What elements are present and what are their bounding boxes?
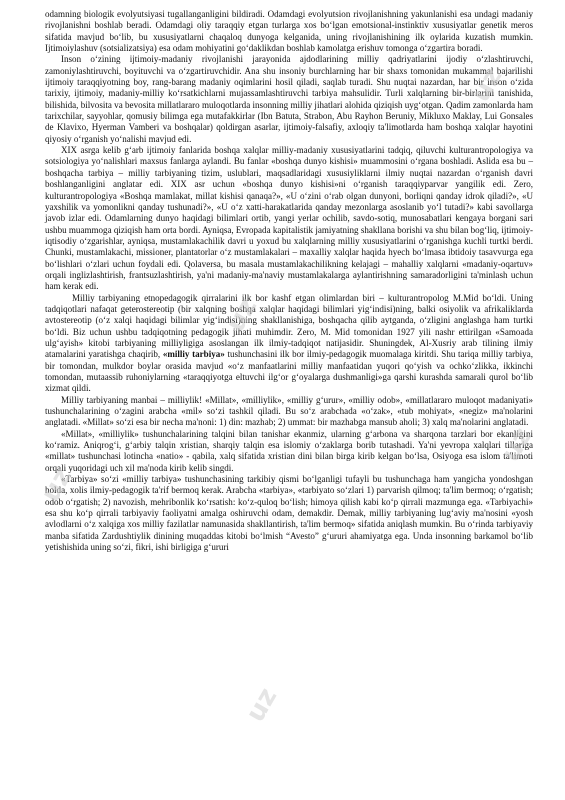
watermark: uz bbox=[240, 682, 284, 728]
paragraph-5: Milliy tarbiyaning manbai – milliylik! «Millat», «milliylik», «milliy g‘urur», «milliy odob», «millatlararo muloqot madaniyati» tushunchalarining o‘zagini arabcha «mil» so‘zi tashkil qiladi. Bu so‘z arabchada «o‘zak», «tub mohiyat», «negiz» ma'nolarini anglatadi. «Millat» so‘zi esa bir necha ma'noni: 1) din: mazhab; 2) ummat: bir mazhabga mansub aholi; 3) xalq ma'nolarini anglatadi. bbox=[45, 394, 533, 428]
paragraph-4-text-after: tushunchasini ilk bor ilmiy-pedagogik muomalaga kiritdi. Shu tariqa milliy tarbiya, bir tomondan, mulkdor boylar orasida mavjud «o‘z manfaatlarini milliy manfaatidan yuqori qo‘yish va ochko‘zlikka, ikkinchi tomondan, mutaassib ruhoniylarning «taraqqiyotga eltuvchi ilg‘or g‘oyalarga dushmanligi»ga qarshi kurashda samarali qurol bo‘lib xizmat qildi. bbox=[45, 349, 533, 394]
watermark: uz bbox=[495, 422, 539, 468]
paragraph-6: «Millat», «milliylik» tushunchalarining talqini bilan tanishar ekanmiz, ularning g‘arbona va sharqona tarzlari bor ekanligini ko‘ramiz. Aniqrog‘i, g‘arbiy talqin xristian, sharqiy talqin esa islomiy o‘zaklarga borib tutashadi. Ya'ni yevropa xalqlari tillariga «millat» tushunchasi lotincha «natio» - qabila, xalq sifatida xristian dini bilan birga kirib kelgan bo‘lsa, Osiyoga esa islom ta'limoti orqali yuqoridagi uch xil ma'noda kirib kelib singdi. bbox=[45, 428, 533, 473]
paragraph-3: XIX asrga kelib g‘arb ijtimoiy fanlarida boshqa xalqlar milliy-madaniy xususiyatlarini tadqiq, qiluvchi kulturantropologiya va sotsiologiya yo‘nalishlari maxsus fanlarga aylandi. Bu fanlar «boshqa dunyo kishisi» muammosini o‘rgana boshladi. Aslida esa bu – boshqacha tarbiya – milliy tarbiyaning tizim, uslublari, maqsadlaridagi xususiyliklarni ilmiy nuqtai nazardan o‘rganish davri boshlanganligini anglatar edi. XIX asr uchun «boshqa dunyo kishisi»ni o‘rganish taraqqiyparvar yangilik edi. Zero, kulturantropologiya «Boshqa mamlakat, millat kishisi qanaqa?», «U o‘zini o‘rab olgan dunyoni, borliqni qanday idrok qiladi?», «U yaxshilik va yomonlikni qanday tushunadi?», «U o‘z xatti-harakatlarida qanday mezonlarga asoslanib yo‘l tutadi?» kabi savollarga javob izlar edi. Odamlarning dunyo haqidagi bilimlari ortib, yangi yerlar ochilib, savdo-sotiq, munosabatlari kengaya borgani sari ushbu muammoga qiziqish ham orta bordi. Ayniqsa, Evropada kapitalistik jamiyatning shakllana borishi va shu bilan bog‘liq, ijtimoiy-iqtisodiy o‘zgarishlar, ayniqsa, mustamlakachilik davri u yoxud bu xalqlarning milliy xususiyatlarini o‘rganishga kuchli turtki berdi. Chunki, mustamlakachi, missioner, plantatorlar o‘z mustamlakalari – maxalliy xalqlar haqida hyech bo‘lmasa ibtidoiy tasavvurga ega bo‘lishlari o‘zlari uchun foydali edi. Qolaversa, bu masala mustamlakachilikning kelajagi – mahalliy xalqlarni «madaniy-oqartuv» orqali inglizlashtirish, frantsuzlashtirish, ya'ni madaniy-ma'naviy mustamlakalarga aylantirishning samaradorligini ta'minlash uchun ham kerak edi. bbox=[45, 145, 533, 292]
bold-term-milliy-tarbiya: «milliy tarbiya» bbox=[162, 349, 225, 360]
paragraph-1: odamning biologik evolyutsiyasi tugallanganligini bildiradi. Odamdagi evolyutsion rivojlanishning yakunlanishi esa undagi madaniy rivojlanishni boshlab beradi. Odamdagi oliy taraqqiy etgan turlarga xos bo‘lgan emotsional-instinktiv xususiyatlar genetik meros sifatida mavjud bo‘lib, bu xususiyatlarni chaqaloq dunyoga kelganida, uning rivojlanishining ilk oylarida kuzatish mumkin. Ijtimoiylashuv (sotsializatsiya) esa odam mohiyatini go‘daklikdan boshlab kamolatga erishuv tomonga o‘zgartira boradi. bbox=[45, 9, 533, 54]
paragraph-2: Inson o‘zining ijtimoiy-madaniy rivojlanishi jarayonida ajdodlarining milliy qadriyatlarini ijodiy o‘zlashtiruvchi, zamoniylashtiruvchi, boyituvchi va o‘zgartiruvchidir. Ana shu insoniy burchlarning har bir shaxs tomonidan mukammal bajarilishi ijtimoiy taraqqiyotning boy, rang-barang madaniy oqimlarini hosil qiladi, saqlab turadi. Shu nuqtai nazardan, har bir inson o‘zida tarixiy, ijtimoiy, madaniy-milliy ko‘rsatkichlarni mujassamlashtiruvchi tarbiya mahsulidir. Turli xalqlarning bir-birlarini tanishida, bilishida, bilvosita va bevosita millatlararo muloqotlarda insonning milliy jihatlari alohida qiziqish uyg‘otgan. Qadim zamonlarda ham tarixchilar, sayyohlar, qomusiy bilimga ega mutafakkirlar (Ibn Batuta, Strabon, Abu Rayhon Beruniy, Mikluxo Maklay, Lui Gonsales de Klavixo, Hyerman Vamberi va boshqalar) qoldirgan asarlar, ijtimoiy-falsafiy, axloqiy ta'limotlarda ham boshqa xalqlar hayotini qiyosiy o‘rganish yo‘nalishi mavjud edi. bbox=[45, 54, 533, 144]
watermark: uz bbox=[220, 292, 264, 338]
paragraph-4 bbox=[45, 293, 533, 395]
paragraph-7: «Tarbiya» so‘zi «milliy tarbiya» tushunchasining tarkibiy qismi bo‘lganligi tufayli bu tushunchaga ham yangicha yondoshgan holda, xolis ilmiy-pedagogik ta'rif bermoq kerak. Arabcha «tarbiya», «tarbiyato so‘zlari 1) parvarish qilmoq; ta'lim bermoq; o‘rgatish; odob o‘rgatish; 2) navozish, mehribonlik ko‘rsatish: ko‘z-quloq bo‘lish; himoya qilish kabi ko‘p qirrali mazmunga ega. «Tarbiyachi» esa shu ko‘p qirrali tarbiyaviy faoliyatni amalga oshiruvchi odam, demakdir. Demak, milliy tarbiyaning lug‘aviy ma'nosini «yosh avlodlarni o‘z xalqiga xos milliy fazilatlar namunasida shakllantirish, ta'lim bermoq» sifatida aniqlash mumkin. Bu o‘rinda tarbiyaviy manba sifatida Zardushtiylik dinining muqaddas kitobi bo‘lmish “Avesto” g‘ururi ahamiyatga ega. Unda insonning barkamol bo‘lib yetishishida uning so‘zi, fikri, ishi birligiga g‘ururi bbox=[45, 474, 533, 553]
watermark: uz bbox=[465, 62, 509, 108]
watermark: uz bbox=[35, 462, 79, 508]
paragraph-4-text: Milliy tarbiyaning etnopedagogik qirralarini ilk bor kashf etgan olimlardan biri – kulturantropolog M.Mid bo‘ldi. Uning tadqiqotlari nafaqat geterostereotip (bir xalqning boshqa xalqlar haqidagi bilimlari yig‘indisi)ning, balki osiyolik va afrikaliklarda avtostereotip (o‘z xalqi haqidagi bilimlar yig‘indisi)ning shakllanishiga, boshqacha qilib aytganda, o‘zligini anglashga ham turtki bo‘ldi. Biz uchun ushbu tadqiqotning pedagogik jihati muhimdir. Zero, M. Mid tomonidan 1927 yili nashr ettirilgan «Samoada ulg‘ayish» kitobi tarbiyaning milliyligiga asoslangan ilk ilmiy-tadqiqot natijasidir. Shuningdek, Al-Xusriy arab tilining ilmiy atamalarini yaratishga chaqirib, bbox=[45, 292, 533, 360]
